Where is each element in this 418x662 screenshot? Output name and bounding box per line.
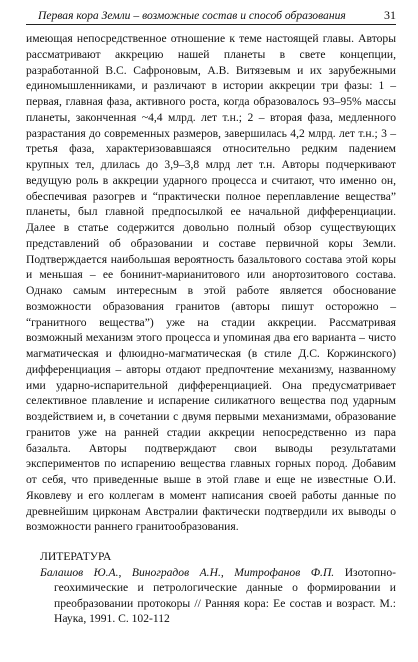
running-header	[26, 8, 396, 25]
reference-entry	[40, 565, 396, 627]
body-paragraph: имеющая непосредственное отношение к теме настоящей главы. Авторы рассматривают аккрецию нашей планеты в свете концепции, разработанной В.С. Сафроновым, А.В. Витязевым и их зарубежными единомышленниками, и различают в истории аккреции три фазы: 1 – первая, главная фаза, активного роста, когда образовалось 93–95% массы планеты, законченная ~4,4 млрд. лет т.н.; 2 – вторая фаза, медленного разрастания до современных размеров, завершилась 4,2 млрд. лет т.н.; 3 – третья фаза, характеризовавшаяся относительно редким падением крупных тел, длилась до 3,9–3,8 млрд лет т.н. Авторы подчеркивают ведущую роль в аккреции ударного процесса и считают, что именно он, обеспечивая разогрев и “практически полное переплавление вещества” планеты, был главной предпосылкой ее начальной дифференциации. Далее в статье содержится довольно полный обзор существующих представлений об образовании и составе первичной коры Земли. Подтверждается наибольшая вероятность базальтового состава этой коры и меньшая – ее бонинит-марианитового или анортозитового состава. Однако самым интересным в этой работе является обоснование возможности образования гранитов (авторы пишут осторожно – “гранитного вещества”) уже на стадии аккреции. Рассматривая возможный механизм этого процесса и упоминая два его варианта – чисто магматическая и флюидно-магматическая (в стиле Д.С. Коржинского) дифференциация – авторы отдают предпочтение механизму, названному ими ударно-испарительной дифференциацией. Она предусматривает селективное плавление и испарение силикатного вещества под ударным воздействием и, в сочетании с двумя первыми механизмами, образование гранитов уже на ранней стадии аккреции непосредственно из пара базальта. Авторы подтверждают свои выводы результатами экспериментов по испарению вещества главных горных пород. Добавим от себя, что приведенные выше в этой главе и еще не известные О.И. Яковлеву и его коллегам в момент написания своей работы данные по древнейшим цирконам Австралии фактически подтвердили их выводы о возможности раннего гранитообразования.	[26, 32, 396, 534]
reference-text: Изотопно-геохимические и петрологические данные о формировании и преобразовании протокоры // Ранняя кора: Ее состав и возраст. М.: Наука, 1991. С. 102-112	[54, 565, 396, 625]
page-number: 31	[384, 8, 396, 22]
literature-heading: ЛИТЕРАТУРА	[40, 550, 112, 563]
reference-authors: Балашов Ю.А., Виноградов А.Н., Митрофанов Ф.П.	[40, 565, 335, 579]
running-title: Первая кора Земли – возможные состав и способ образования	[38, 9, 346, 22]
